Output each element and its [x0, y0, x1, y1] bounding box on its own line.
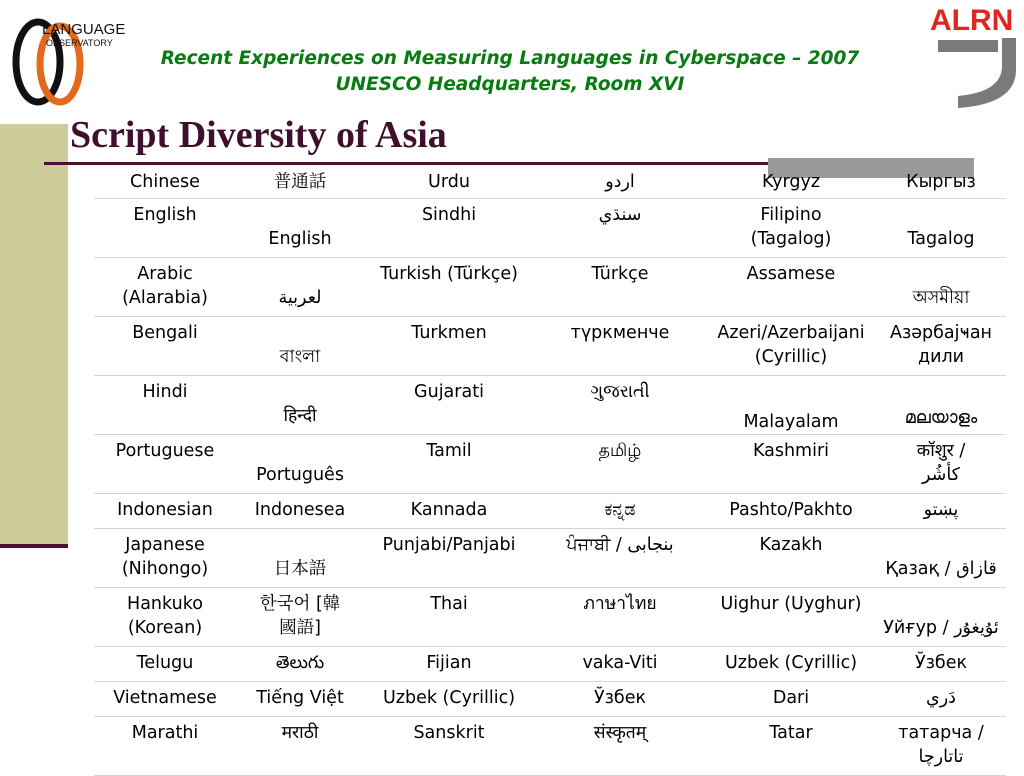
table-cell-language-name: Tamil: [426, 441, 472, 461]
table-cell-native-name: कॉशुर / كأشُر: [916, 441, 966, 485]
script-table: [94, 166, 1006, 776]
table-row: [94, 494, 1006, 529]
table-cell-native-name: Қазақ / قازاق: [885, 559, 997, 579]
table-cell-language-name: Thai: [430, 594, 468, 614]
table-cell-language-name: Assamese: [746, 264, 836, 284]
table-row: [94, 529, 1006, 588]
table-row: [94, 376, 1006, 435]
table-cell-native-name: Ўзбек: [914, 653, 968, 673]
table-cell-native-name: ಕನ್ನಡ: [604, 500, 636, 520]
table-cell-native-name: دَري: [926, 688, 956, 708]
table-cell-native-name: اردو: [605, 172, 635, 192]
table-cell-language-name: Kyrgyz: [761, 172, 821, 192]
slide-title: Script Diversity of Asia: [70, 114, 447, 156]
table-cell-native-name: हिन्दी: [283, 406, 317, 426]
table-cell-language-name: English: [133, 205, 197, 225]
table-cell-language-name: Fijian: [426, 653, 472, 673]
table-row: [94, 647, 1006, 682]
table-cell-language-name: Dari: [772, 688, 810, 708]
left-decorative-bar: [0, 124, 68, 544]
table-cell-native-name: Tiếng Việt: [256, 688, 344, 708]
table-row: [94, 435, 1006, 494]
table-cell-native-name: پښتو: [923, 500, 959, 520]
table-cell-language-name: Turkmen: [411, 323, 487, 343]
table-cell-language-name: Kannada: [410, 500, 488, 520]
left-bar-underline: [0, 544, 68, 548]
table-cell-language-name: Chinese: [130, 172, 200, 192]
table-cell-language-name: Uzbek (Cyrillic): [382, 688, 516, 708]
table-cell-native-name: 日本語: [273, 559, 327, 579]
table-cell-native-name: Türkçe: [591, 264, 649, 284]
table-cell-language-name: Kazakh: [759, 535, 823, 555]
table-row: [94, 258, 1006, 317]
logo-text-language: LANGUAGE: [42, 21, 126, 38]
table-cell-language-name: Filipino (Tagalog): [750, 205, 832, 249]
table-cell-language-name: Malayalam: [743, 412, 839, 432]
table-cell-language-name: Marathi: [131, 723, 199, 743]
table-cell-language-name: Uighur (Uyghur): [720, 594, 862, 614]
table-cell-native-name: മലയാളം: [904, 408, 978, 428]
table-cell-language-name: Portuguese: [115, 441, 215, 461]
table-cell-language-name: Telugu: [136, 653, 194, 673]
table-cell-native-name: ગુજરાતી: [590, 382, 650, 402]
conference-title: Recent Experiences on Measuring Languages in Cyberspace – 2007: [160, 48, 860, 69]
table-row: [94, 199, 1006, 258]
table-cell-language-name: Gujarati: [414, 382, 484, 402]
table-cell-native-name: संस्कृतम्: [593, 723, 647, 743]
table-cell-language-name: Pashto/Pakhto: [729, 500, 853, 520]
table-cell-native-name: ภาษาไทย: [583, 594, 657, 614]
table-cell-native-name: لعربية: [278, 288, 322, 308]
table-cell-language-name: Vietnamese: [113, 688, 217, 708]
table-row: [94, 166, 1006, 199]
table-cell-native-name: मराठी: [281, 723, 319, 743]
logo-text-alrn: ALRN: [930, 4, 1014, 37]
table-cell-native-name: ਪੰਜਾਬੀ / بنجابی: [566, 535, 674, 555]
table-cell-native-name: түркменче: [570, 323, 670, 343]
table-cell-language-name: Arabic (Alarabia): [122, 264, 208, 308]
table-cell-native-name: অসমীয়া: [912, 288, 970, 308]
table-row: [94, 682, 1006, 717]
table-row: [94, 317, 1006, 376]
table-cell-language-name: Hankuko (Korean): [127, 594, 203, 638]
conference-header: [100, 46, 920, 98]
alrn-logo: [918, 0, 1024, 112]
conference-venue: UNESCO Headquarters, Room XVI: [335, 74, 685, 95]
table-cell-language-name: Sanskrit: [413, 723, 485, 743]
table-cell-language-name: Uzbek (Cyrillic): [724, 653, 858, 673]
table-cell-native-name: Português: [256, 465, 344, 485]
table-cell-language-name: Urdu: [428, 172, 470, 192]
table-cell-native-name: 한국어 [韓 國語]: [259, 594, 341, 638]
table-cell-language-name: Bengali: [132, 323, 198, 343]
table-cell-native-name: 普通話: [273, 172, 327, 192]
table-cell-language-name: Sindhi: [421, 205, 477, 225]
table-cell-native-name: தமிழ்: [598, 441, 642, 461]
table-cell-native-name: Ўзбек: [593, 688, 647, 708]
table-cell-native-name: Азәрбајҹан дили: [889, 323, 993, 367]
table-cell-native-name: татарча / تاتارچا: [898, 723, 984, 767]
logo-text-observatory: OBSERVATORY: [46, 38, 113, 48]
table-cell-native-name: Кыргыз: [906, 172, 976, 192]
table-cell-native-name: Indonesea: [254, 500, 346, 520]
table-cell-native-name: vaka-Viti: [582, 653, 658, 673]
table-cell-language-name: Kashmiri: [752, 441, 830, 461]
table-row: [94, 717, 1006, 776]
table-cell-native-name: తెలుగు: [275, 653, 325, 673]
table-cell-native-name: سنڌي: [598, 205, 642, 225]
table-cell-language-name: Indonesian: [117, 500, 213, 520]
table-cell-language-name: Japanese (Nihongo): [121, 535, 209, 579]
table-cell-language-name: Turkish (Türkçe): [380, 264, 518, 284]
table-cell-language-name: Tatar: [769, 723, 813, 743]
table-cell-language-name: Hindi: [142, 382, 188, 402]
table-cell-native-name: English: [268, 229, 332, 249]
table-row: [94, 588, 1006, 647]
table-cell-language-name: Azeri/Azerbaijani (Cyrillic): [717, 323, 865, 367]
table-cell-native-name: Tagalog: [907, 229, 975, 249]
table-cell-language-name: Punjabi/Panjabi: [382, 535, 516, 555]
table-cell-native-name: Уйғур / ئۇيغۇر: [883, 618, 999, 638]
table-cell-native-name: বাংলা: [279, 347, 321, 367]
